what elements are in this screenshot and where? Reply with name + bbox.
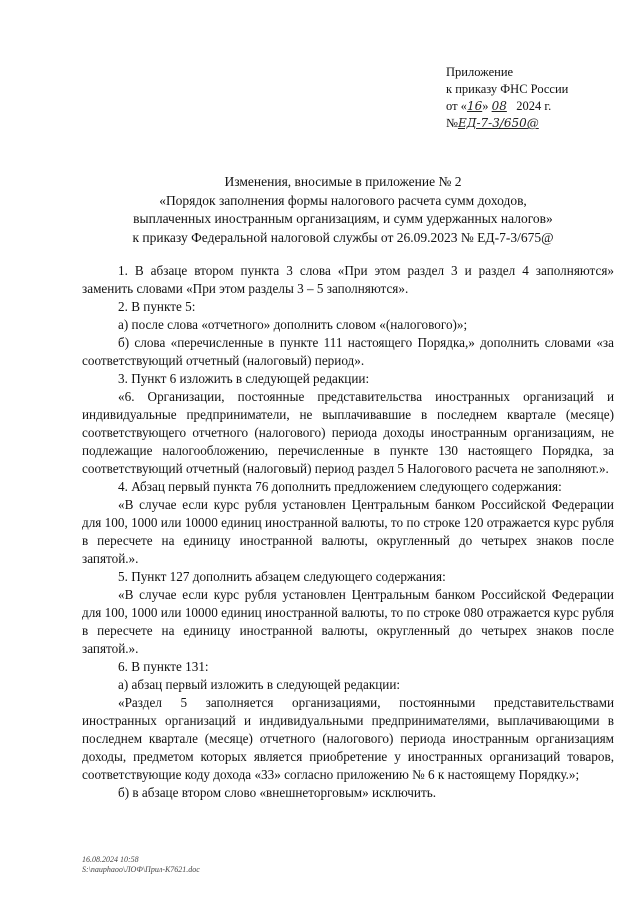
title-line-1: Изменения, вносимые в приложение № 2: [224, 174, 462, 189]
annex-number: [446, 115, 616, 132]
paragraph-quote-6: «6. Организации, постоянные представительства иностранных организаций и индивидуальные предприниматели, не выплачивавшие в последнем квартале (месяце) соответствующего отчетного (налогового) периода доходы иностранным организациям, не подлежащие налогообложению, перечисленные в пункте 130 настоящего Порядка, за соответствующий отчетный (налоговый) период раздел 5 Налогового расчета не заполняют.».: [82, 389, 614, 476]
annex-order-ref: к приказу ФНС России: [446, 82, 569, 96]
paragraph-item-1: 1. В абзаце втором пункта 3 слова «При этом раздел 3 и раздел 4 заполняются» заменить словами «При этом разделы 3 – 5 заполняются».: [82, 263, 614, 296]
paragraph-quote-131: «Раздел 5 заполняется организациями, постоянными представительствами иностранных организаций и индивидуальными предпринимателями, выплачивающими в последнем квартале (месяце) отчетного (налогового) периода иностранным организациям доходы, предметом которых является приобретение у иностранных организаций товаров, соответствующие коду дохода «33» согласно приложению № 6 к настоящему Порядку.»;: [82, 695, 614, 782]
paragraph-item-5: 5. Пункт 127 дополнить абзацем следующего содержания:: [118, 569, 446, 584]
paragraph-item-2: 2. В пункте 5:: [118, 299, 196, 314]
annex-label: Приложение: [446, 65, 514, 79]
date-mid: »: [482, 99, 489, 113]
title-line-2: «Порядок заполнения формы налогового расчета сумм доходов,: [159, 192, 527, 208]
paragraph-quote-76: «В случае если курс рубля установлен Центральным банком Российской Федерации для 100, 1000 или 10000 единиц иностранной валюты, то по строке 120 отражается курс рубля в пересчете на единицу иностранной валюты, округленный до четырех знаков после запятой.».: [82, 497, 614, 566]
title-line-4: к приказу Федеральной налоговой службы от 26.09.2023 № ЕД-7-3/675@: [132, 229, 554, 245]
number-handwritten: ЕД-7-3/650@: [457, 116, 539, 130]
date-day-handwritten: 16: [466, 99, 483, 113]
document-title: [88, 173, 598, 247]
paragraph-item-4: 4. Абзац первый пункта 76 дополнить предложением следующего содержания:: [118, 479, 562, 494]
paragraph-quote-127: «В случае если курс рубля установлен Центральным банком Российской Федерации для 100, 1000 или 10000 единиц иностранной валюты, то по строке 080 отражается курс рубля в пересчете на единицу иностранной валюты, округленный до четырех знаков после запятой.».: [82, 587, 614, 656]
annex-date: [446, 98, 616, 115]
footer-timestamp: 16.08.2024 10:58: [82, 855, 139, 864]
footer-filepath: S:\nauphaoo\ЛОФ\Прил-К7621.doc: [82, 865, 200, 874]
annex-block: [446, 64, 616, 132]
date-year: 2024 г.: [516, 99, 552, 113]
date-month-handwritten: 08: [491, 99, 507, 113]
date-prefix: от «: [446, 99, 467, 113]
number-prefix: №: [446, 116, 458, 130]
paragraph-item-3: 3. Пункт 6 изложить в следующей редакции:: [118, 371, 370, 386]
paragraph-item-2b: б) слова «перечисленные в пункте 111 настоящего Порядка,» дополнить словами «за соответствующий отчетный (налоговый) период».: [82, 335, 614, 368]
title-line-3: выплаченных иностранным организациям, и сумм удержанных налогов»: [133, 211, 553, 226]
paragraph-item-6a: а) абзац первый изложить в следующей редакции:: [118, 677, 401, 692]
file-footer: [82, 855, 382, 875]
paragraph-item-2a: а) после слова «отчетного» дополнить словом «(налогового)»;: [118, 317, 468, 332]
document-body: [82, 262, 614, 802]
paragraph-item-6b: б) в абзаце втором слово «внешнеторговым» исключить.: [118, 785, 437, 800]
paragraph-item-6: 6. В пункте 131:: [118, 659, 209, 674]
